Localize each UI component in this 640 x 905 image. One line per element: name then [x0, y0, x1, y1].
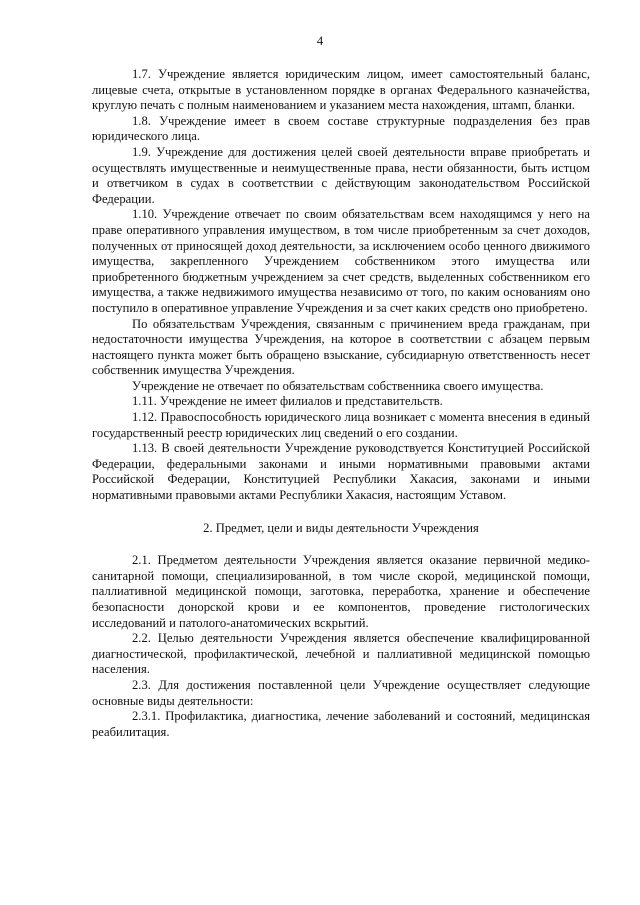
paragraph-1-9: 1.9. Учреждение для достижения целей своей деятельности вправе приобретать и осуществлять имущественные и неимущественные права, нести обязанности, быть истцом и ответчиком в судах в соответствии с действующим законодательством Российской Федерации. [92, 144, 590, 206]
paragraph-2-1: 2.1. Предметом деятельности Учреждения является оказание первичной медико-санитарной помощи, специализированной, в том числе скорой, медицинской помощи, паллиативной медицинской помощи, заготовка, переработка, хранение и обеспечение безопасности донорской крови и ее компонентов, проведение гистологических исследований и патолого-анатомических вскрытий. [92, 553, 590, 630]
page-number: 4 [316, 34, 324, 48]
paragraph-1-11: 1.11. Учреждение не имеет филиалов и представительств. [132, 394, 443, 409]
paragraph-1-12: 1.12. Правоспособность юридического лица возникает с момента внесения в единый государственный реестр юридических лиц сведений о его создании. [92, 410, 590, 440]
section-heading: 2. Предмет, цели и виды деятельности Учреждения [203, 520, 479, 535]
paragraph-1-10: 1.10. Учреждение отвечает по своим обязательствам всем находящимся у него на праве оперативного управления имуществом, в том числе приобретенным за счет доходов, полученных от приносящей доход деятельности, за исключением особо ценного движимого имущества, закрепленного Учреждением собственником этого имущества или приобретенного бюджетным учреждением за счет средств, выделенных собственником его имущества, а также недвижимого имущества независимо от того, по каким основаниям оно поступило в оперативное управление Учреждения и за счет каких средств оно приобретено. [92, 207, 590, 315]
paragraph-1-10-subsidiary: По обязательствам Учреждения, связанным с причинением вреда гражданам, при недостаточности имущества Учреждения, на которое в соответствии с абзацем первым настоящего пункта может быть обращено взыскание, субсидиарную ответственность несет собственник имущества Учреждения. [92, 316, 590, 378]
paragraph-1-8: 1.8. Учреждение имеет в своем составе структурные подразделения без прав юридического лица. [92, 113, 590, 144]
document-body [92, 67, 590, 740]
paragraph-1-13: 1.13. В своей деятельности Учреждение руководствуется Конституцией Российской Федерации, федеральными законами и иными нормативными правовыми актами Российской Федерации, Конституцией Республики Хакасия, законами и иными нормативными правовыми актами Республики Хакасия, настоящим Уставом. [92, 441, 590, 503]
paragraph-1-7: 1.7. Учреждение является юридическим лицом, имеет самостоятельный баланс, лицевые счета, открытые в установленном порядке в органах Федерального казначейства, круглую печать с полным наименованием и указанием места нахождения, штамп, бланки. [92, 67, 590, 113]
paragraph-2-3-1: 2.3.1. Профилактика, диагностика, лечение заболеваний и состояний, медицинская реабилитация. [92, 709, 590, 739]
paragraph-1-10-owner: Учреждение не отвечает по обязательствам собственника своего имущества. [132, 378, 544, 393]
paragraph-2-3: 2.3. Для достижения поставленной цели Учреждение осуществляет следующие основные виды деятельности: [92, 677, 590, 708]
paragraph-2-2: 2.2. Целью деятельности Учреждения является обеспечение квалифицированной диагностической, профилактической, лечебной и паллиативной медицинской помощью населения. [92, 631, 590, 677]
